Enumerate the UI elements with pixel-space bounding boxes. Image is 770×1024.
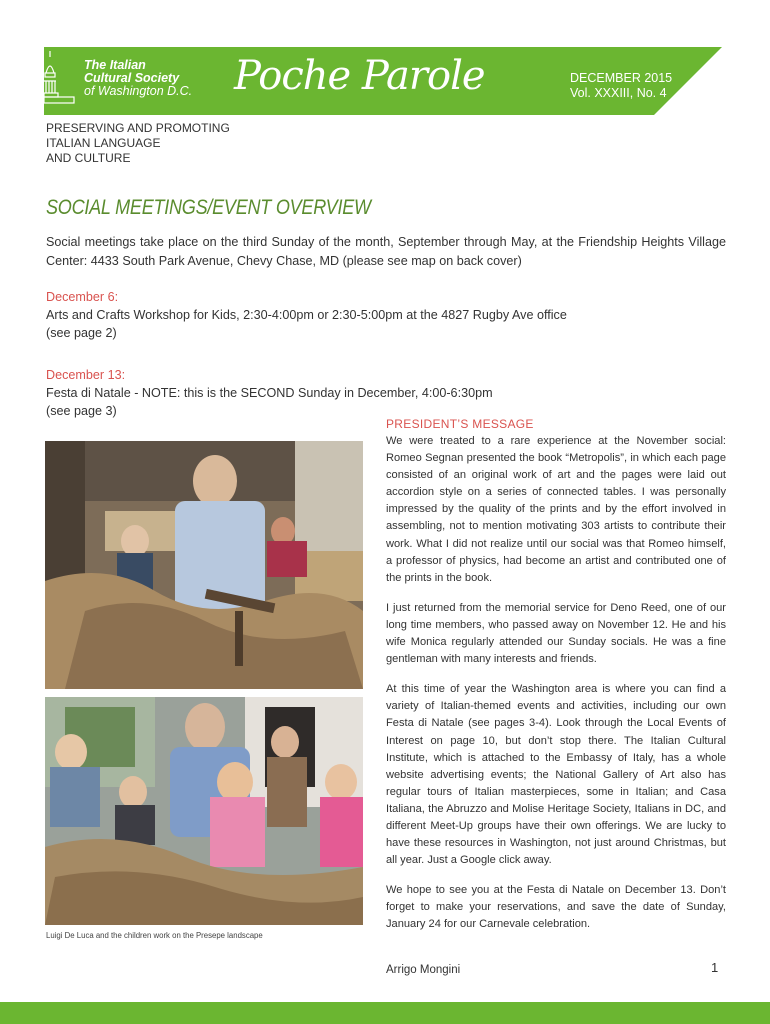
message-paragraph: I just returned from the memorial service for Deno Reed, one of our long time members, who passed away on November 12. He and his wife Monica regularly attended our Sunday socials. He was a fine gentleman with many interests and friends. — [386, 601, 726, 666]
event-item — [46, 288, 746, 342]
event-page-ref: (see page 3) — [46, 404, 117, 418]
masthead-banner — [44, 47, 722, 115]
capitol-dome-icon — [44, 47, 78, 107]
author-signature: Arrigo Mongini — [386, 964, 461, 976]
tagline — [46, 121, 230, 166]
presidents-message-heading: PRESIDENT’S MESSAGE — [386, 417, 534, 431]
presidents-message — [386, 417, 726, 947]
org-name-line2: Cultural Society — [84, 71, 180, 85]
event-item — [46, 366, 746, 420]
page-number: 1 — [711, 960, 719, 975]
issue-volume: Vol. XXXIII, No. 4 — [570, 86, 667, 100]
message-paragraph: At this time of year the Washington area is where you can find a variety of Italian-themed events and activities, including our own Festa di Natale (see pages 3-4). Look through the Local Events of Interest on page 10, but don’t stop there. The Italian Cultural Institute, which is attached to the Embassy of Italy, has a whole website advertising events; the National Gallery of Art also has regular tours of Italian masterpieces, some in Italian; and Casa Italiana, the Abruzzo and Molise Heritage Society, Italians in DC, and different Meet-Up groups have their own offerings. We are lucky to have these resources in Washington, not just around Christmas, but all year. Just a Google click away. — [386, 683, 726, 867]
event-page-ref: (see page 2) — [46, 326, 117, 340]
org-name-line1: The Italian — [84, 58, 146, 72]
newsletter-title: Poche Parole — [234, 53, 485, 99]
event-description: Festa di Natale - NOTE: this is the SECOND Sunday in December, 4:00-6:30pm — [46, 386, 493, 400]
photo-caption: Luigi De Luca and the children work on the Presepe landscape — [46, 931, 263, 940]
message-paragraph: We were treated to a rare experience at the November social: Romeo Segnan presented the book “Metropolis”, in which each page consisted of an original work of art and the pages were laid out accordion style on a series of connected tables. I was personally impressed by the quality of the prints and by the effort involved in assembling, not to mention motivating 303 artists to contribute their work. What I did not realize until our social was that Romeo himself, a professor of physics, had become an artist and contributed one of the prints in the book. — [386, 435, 726, 584]
org-name-line3: of Washington D.C. — [84, 84, 193, 98]
tagline-line: ITALIAN LANGUAGE — [46, 136, 161, 150]
event-date: December 6: — [46, 290, 119, 304]
org-name — [84, 59, 192, 98]
tagline-line: AND CULTURE — [46, 151, 131, 165]
event-date: December 13: — [46, 368, 126, 382]
intro-paragraph: Social meetings take place on the third Sunday of the month, September through May, at the Friendship Heights Village Center: 4433 South Park Avenue, Chevy Chase, MD (please see map on back cover) — [46, 235, 726, 268]
workshop-photo — [45, 441, 363, 689]
message-paragraph: We hope to see you at the Festa di Natale on December 13. Don’t forget to make your reservations, and save the date of Sunday, January 24 for our Carnevale celebration. — [386, 884, 726, 931]
presepe-photo — [45, 697, 363, 925]
section-title: SOCIAL MEETINGS/EVENT OVERVIEW — [46, 196, 371, 219]
issue-date: DECEMBER 2015 — [570, 71, 673, 85]
tagline-line: PRESERVING AND PROMOTING — [46, 121, 230, 135]
footer-bar — [0, 1002, 770, 1024]
issue-info — [570, 71, 672, 101]
event-description: Arts and Crafts Workshop for Kids, 2:30-4:00pm or 2:30-5:00pm at the 4827 Rugby Ave office — [46, 308, 567, 322]
